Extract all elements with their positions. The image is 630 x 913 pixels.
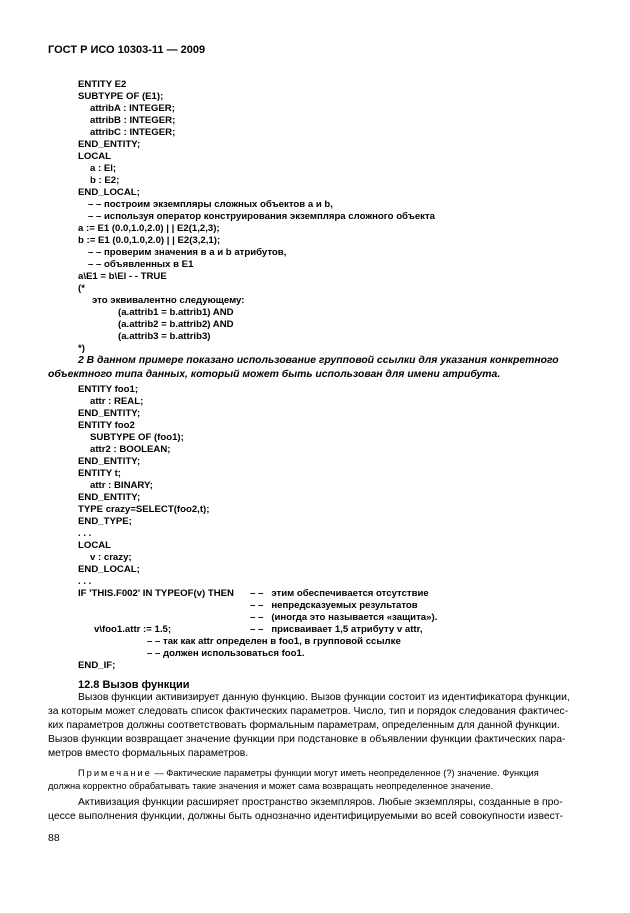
code-line: attribA : INTEGER; xyxy=(90,103,175,114)
code-line: b := E1 (0.0,1.0,2.0) | | E2(3,2,1); xyxy=(78,235,221,246)
code-line: END_TYPE; xyxy=(78,516,132,527)
code-line: v : crazy; xyxy=(90,552,132,563)
code-line: (* xyxy=(78,283,85,294)
note-line xyxy=(78,767,539,779)
code-line: a := E1 (0.0,1.0,2.0) | | E2(1,2,3); xyxy=(78,223,220,234)
note-text: — Фактические параметры функции могут иметь неопределенное (?) значение. Функция xyxy=(151,768,539,778)
code-line: LOCAL xyxy=(78,151,112,162)
code-line: END_ENTITY; xyxy=(78,456,141,467)
code-line: END_LOCAL; xyxy=(78,564,140,575)
code-line: attr : BINARY; xyxy=(90,480,153,491)
code-line: SUBTYPE OF (E1); xyxy=(78,91,164,102)
code-line: a : El; xyxy=(90,163,117,174)
code-line: ENTITY foo1; xyxy=(78,384,139,395)
code-line: attr : REAL; xyxy=(90,396,144,407)
code-line: END_ENTITY; xyxy=(78,492,141,503)
code-line: END_LOCAL; xyxy=(78,187,140,198)
paragraph-line: Активизация функции расширяет пространство экземпляров. Любые экземпляры, созданные в про- xyxy=(78,797,563,808)
paragraph-line: Вызов функции активизирует данную функцию. Вызов функции состоит из идентификатора функции, xyxy=(78,692,570,703)
code-comment: – – этим обеспечивается отсутствие xyxy=(250,588,429,599)
code-line: *) xyxy=(78,343,85,354)
code-line: . . . xyxy=(78,576,92,587)
code-line: END_ENTITY; xyxy=(78,139,141,150)
document-header: ГОСТ Р ИСО 10303-11 — 2009 xyxy=(48,44,206,56)
note-line: должна корректно обрабатывать такие значения и может сама возвращать неопределенное значение. xyxy=(48,781,494,791)
code-comment: – – должен использоваться foo1. xyxy=(147,648,305,659)
code-comment: – – так как attr определен в foo1, в групповой ссылке xyxy=(147,636,401,647)
code-line: END_ENTITY; xyxy=(78,408,141,419)
code-line: (a.attrib3 = b.attrib3) xyxy=(118,331,211,342)
code-line: TYPE crazy=SELECT(foo2,t); xyxy=(78,504,210,515)
code-line: LOCAL xyxy=(78,540,112,551)
code-line: b : E2; xyxy=(90,175,120,186)
code-line: (a.attrib2 = b.attrib2) AND xyxy=(118,319,234,330)
code-line: attribC : INTEGER; xyxy=(90,127,176,138)
code-line: IF 'THIS.F002' IN TYPEOF(v) THEN xyxy=(78,588,234,599)
code-line: ENTITY foo2 xyxy=(78,420,135,431)
code-line: (a.attrib1 = b.attrib1) AND xyxy=(118,307,234,318)
code-line: attr2 : BOOLEAN; xyxy=(90,444,171,455)
note-label: Примечание xyxy=(78,768,152,778)
page-number: 88 xyxy=(48,832,60,844)
code-line: attribB : INTEGER; xyxy=(90,115,176,126)
code-line: ENTITY E2 xyxy=(78,79,127,90)
code-comment: – – объявленных в E1 xyxy=(88,259,194,270)
code-line: SUBTYPE OF (foo1); xyxy=(90,432,184,443)
example-text: 2 В данном примере показано использование групповой ссылки для указания конкретного xyxy=(78,355,559,366)
code-line: v\foo1.attr := 1.5; xyxy=(94,624,172,635)
example-text: объектного типа данных, который может быть использован для имени атрибута. xyxy=(48,369,501,380)
code-comment: – – используя оператор конструирования экземпляра сложного объекта xyxy=(88,211,436,222)
code-line: a\E1 = b\El - - TRUE xyxy=(78,271,167,282)
paragraph-line: Вызов функции возвращает значение функции при подстановке в объявлении функции фактических пара- xyxy=(48,734,566,745)
paragraph-line: за которым может следовать список фактических параметров. Число, тип и порядок следования фактичес- xyxy=(48,706,569,717)
code-line: ENTITY t; xyxy=(78,468,121,479)
code-line: это эквивалентно следующему: xyxy=(92,295,245,306)
code-comment: – – непредсказуемых результатов xyxy=(250,600,418,611)
code-comment: – – построим экземпляры сложных объектов a и b, xyxy=(88,199,333,210)
paragraph-line: цессе выполнения функции, должны быть однозначно идентифицируемыми во всей совокупности извест- xyxy=(48,811,564,822)
code-line: . . . xyxy=(78,528,92,539)
code-comment: – – присваивает 1,5 атрибуту v attr, xyxy=(250,624,423,635)
paragraph-line: метров вместо формальных параметров. xyxy=(48,748,249,759)
code-comment: – – проверим значения в a и b атрибутов, xyxy=(88,247,287,258)
code-comment: – – (иногда это называется «защита»). xyxy=(250,612,438,623)
section-title: 12.8 Вызов функции xyxy=(78,679,190,691)
code-line: END_IF; xyxy=(78,660,116,671)
paragraph-line: ких параметров должны соответствовать формальным параметрам, определенным для данной функции. xyxy=(48,720,560,731)
